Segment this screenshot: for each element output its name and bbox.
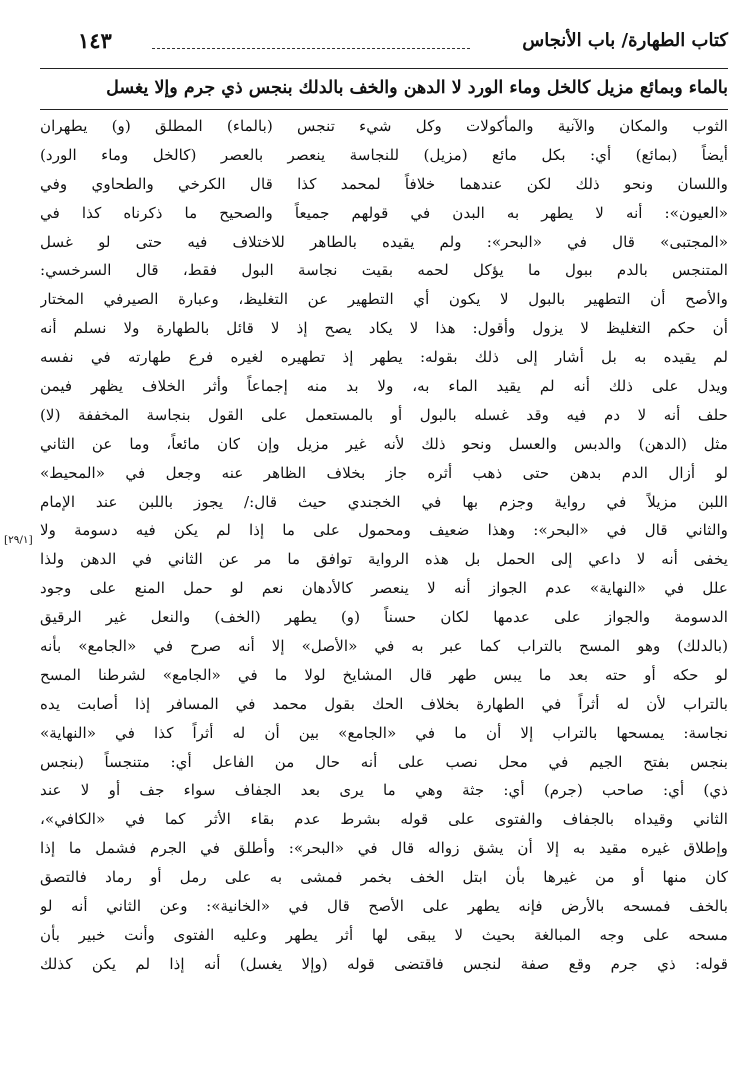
text-line: الثوب والمكان والآنية والمأكولات وكل شيء تنجس (بالماء) المطلق (و) يطهران: [40, 117, 728, 135]
text-line: أن حكم التغليظ لا يزول وأقول: هذا لا يكاد يصح إذ لا قائل بالطهارة ولا نسلم أنه: [40, 319, 728, 338]
book-title: كتاب الطهارة/ باب الأنجاس: [522, 30, 728, 51]
text-line: ذي) أي: صاحب (جرم) أي: جثة وهي ما يرى بعد الجفاف سواء جف أو لا عند: [40, 781, 728, 800]
text-line: قوله: ذي جرم وقع صفة لنجس فاقتضى قوله (وإلا يغسل) أنه إذا لم يكن كذلك: [40, 954, 728, 973]
matn-line: بالماء وبمائع مزيل كالخل وماء الورد لا الدهن والخف بالدلك بنجس ذي جرم وإلا يغسل: [40, 68, 728, 110]
text-line: مثل (الدهن) والدبس والعسل ونحو ذلك لأنه غير مزيل وإن كان مائعاً، وما عن الثاني: [40, 434, 728, 453]
commentary-text: [40, 112, 728, 979]
text-line: والثاني قال في «البحر»: وهذا ضعيف ومحمول على ما إذا لم يكن فيه دسومة ولا: [40, 521, 728, 540]
text-line: بالخف فمسحه بالأرض فإنه يطهر على الأصح قال في «الخانية»: وعن الثاني أنه لو: [40, 897, 728, 916]
text-line: كان منها أو من غيرها بأن ابتل الخف بخمر فمشى به على رمل أو رماد فالتصق: [40, 868, 728, 887]
page-number: ١٤٣: [78, 28, 112, 53]
text-line: «المجتبى» قال في «البحر»: ولم يقيده بالطاهر للاختلاف فيه حتى لو غسل: [40, 232, 728, 251]
text-line: المتنجس بالدم ببول ما يؤكل لحمه بقيت نجاسة البول فقط، قال السرخسي:: [40, 261, 728, 280]
text-line: اللبن مزيلاً في رواية وجزم بها في الخجندي حيث قال:/ يجوز باللبن عند الإمام: [40, 492, 728, 511]
text-line: مسحه على وجه المبالغة بحيث لا يبقى لها أثر يطهر وعليه الفتوى وأنت خبير بأن: [40, 925, 728, 944]
text-line: وإطلاق غيره مقيد به إلا أن يشق زواله قال في «البحر»: وأطلق في الجرم فشمل ما إذا: [40, 839, 728, 858]
text-line: الدسومة والجواز على عدمها لكان حسناً (و) يطهر (الخف) والنعل غير الرقيق: [40, 608, 728, 627]
text-line: حلف أنه لا دم فيه وقد غسله بالبول أو بالمستعمل على القول بنجاسة المخففة (لا): [40, 405, 728, 424]
text-line: أيضاً (بمائع) أي: بكل مائع (مزيل) للنجاسة ينعصر بالعصر (كالخل وماء الورد): [40, 145, 728, 164]
text-line: «العيون»: أنه لا يطهر به البدن في قولهم جميعاً والصحيح ما ذكرناه كذا في: [40, 203, 728, 222]
text-line: الثاني وقيداه بالجفاف والفتوى على قوله بشرط عدم بقاء الأثر كما في «الكافي»،: [40, 810, 728, 829]
text-line: (بالدلك) وهو المسح بالتراب كما عبر به في «الأصل» إلا أنه صرح في «الجامع» بأنه: [40, 637, 728, 656]
text-line: لو حكه أو حته بعد ما يبس طهر قال المشايخ لولا ما في «الجامع» لشرطنا المسح: [40, 665, 728, 684]
text-line: والأصح أن التطهير بالبول لا يكون أي التطهير عن التغليظ، وعبارة الصيرفي المختار: [40, 290, 728, 309]
text-line: يخفى أنه لا داعي إلى الحمل بل هذه الرواية توافق ما مر عن الثاني في الدهن ولذا: [40, 550, 728, 569]
text-line: ويدل على ذلك أنه لم يقيد الماء به، ولا بد منه إجماعاً وأثر الخلاف يظهر فيمن: [40, 377, 728, 396]
text-line: بالتراب لأن له أثراً في الطهارة بخلاف الحك بقول محمد في المسافر إذا أصابت يده: [40, 694, 728, 713]
margin-note: [٢٩/١]: [4, 534, 33, 546]
text-line: واللسان ونحو ذلك لكن عندهما خلافاً لمحمد كذا قال الكرخي والطحاوي وفي: [40, 174, 728, 193]
header-rule: [152, 48, 470, 49]
text-line: لو أزال الدم بدهن حتى ذهب أثره جاز بخلاف الظاهر عنه وجعل في «المحيط»: [40, 463, 728, 482]
text-line: نجاسة: يمسحها بالتراب إلا أن ما في «الجامع» بين أن له أثراً كذا في «النهاية»: [40, 723, 728, 742]
running-header: [40, 28, 728, 58]
text-line: لم يقيده به بل أشار إلى ذلك بقوله: يطهر إذ تطهيره لغيره فرع طهارته في نفسه: [40, 348, 728, 367]
text-line: بنجس بفتح الجيم في محل نصب على أنه حال من الفاعل أي: متنجساً (بنجس: [40, 752, 728, 771]
text-line: علل في «النهاية» عدم الجواز أنه لا ينعصر كالأدهان نعم لو حمل المنع على وجود: [40, 579, 728, 598]
